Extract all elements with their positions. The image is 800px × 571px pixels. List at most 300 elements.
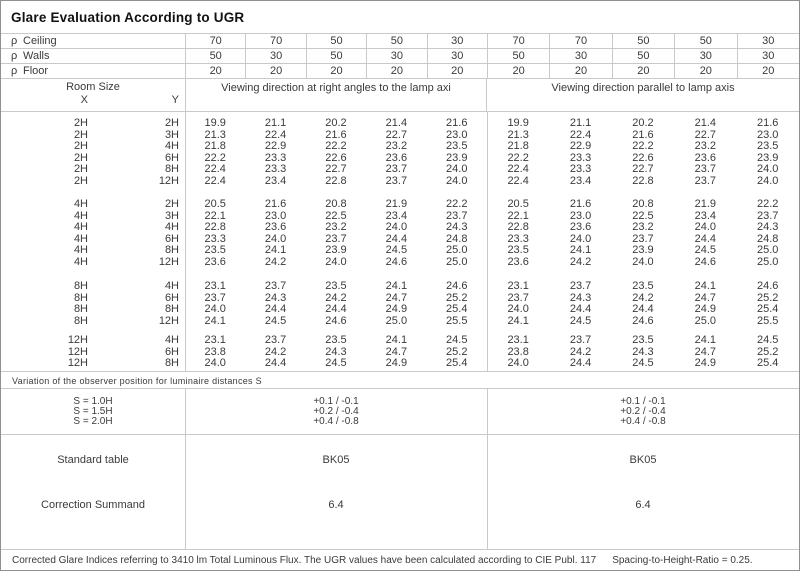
ugr-value: 24.2 — [325, 291, 347, 304]
reflectance-value: 50 — [612, 49, 674, 63]
ugr-value: 21.8 — [507, 140, 529, 152]
ugr-value: 24.5 — [757, 334, 779, 346]
reflectance-surface: Floor — [23, 64, 49, 77]
ugr-value: 23.2 — [325, 221, 347, 233]
reflectance-value: 20 — [549, 64, 611, 78]
room-y-value: 4H — [164, 280, 179, 292]
footer-note-row — [1, 550, 799, 570]
room-x-value: 12H — [67, 334, 88, 346]
ugr-value: 21.6 — [569, 198, 592, 210]
ugr-value: 21.4 — [694, 117, 717, 129]
ugr-value: 23.3 — [264, 151, 287, 164]
ugr-value: 24.6 — [694, 255, 717, 268]
ugr-value: 23.5 — [446, 140, 468, 152]
ugr-value: 24.9 — [694, 303, 717, 315]
room-x-value: 8H — [73, 314, 88, 327]
reflectance-value: 20 — [487, 64, 549, 78]
reflectance-value: 70 — [185, 34, 245, 48]
ugr-value: 23.8 — [507, 345, 529, 358]
ugr-value: 25.4 — [446, 303, 468, 315]
ugr-value: 23.3 — [569, 163, 592, 175]
ugr-value: 23.3 — [204, 232, 226, 245]
ugr-value: 23.5 — [204, 244, 226, 256]
ugr-value: 22.1 — [507, 209, 529, 222]
ugr-value: 20.5 — [204, 198, 226, 210]
reflectance-row-ceiling — [1, 34, 799, 49]
ugr-value: 23.7 — [569, 280, 592, 292]
ugr-value: 25.0 — [757, 244, 779, 256]
ugr-value: 23.3 — [569, 151, 592, 164]
ugr-value: 25.0 — [385, 314, 408, 327]
column-divider — [487, 389, 488, 434]
ugr-value: 21.1 — [569, 117, 592, 129]
ugr-value: 24.5 — [694, 244, 717, 256]
ugr-value: 24.1 — [385, 280, 408, 292]
ugr-value: 24.6 — [325, 314, 347, 327]
ugr-value: 24.0 — [446, 163, 468, 175]
room-x-value: 2H — [73, 163, 88, 175]
ugr-value: 21.6 — [632, 128, 654, 141]
ugr-value: 24.0 — [757, 174, 779, 187]
ugr-value: 23.8 — [204, 345, 226, 358]
ugr-value: 23.5 — [325, 334, 347, 346]
ugr-value: 22.8 — [507, 221, 529, 233]
ugr-value: 24.8 — [446, 232, 468, 245]
s-variation-value-left: +0.2 / -0.4 — [313, 406, 359, 417]
ugr-value: 21.1 — [264, 117, 287, 129]
room-y-value: 8H — [164, 244, 179, 256]
reflectance-value: 50 — [487, 49, 549, 63]
ugr-value: 24.1 — [264, 244, 287, 256]
ugr-data-blocks — [1, 118, 799, 370]
rho-symbol: ρ — [11, 64, 18, 77]
room-y-value: 8H — [164, 163, 179, 175]
ugr-value: 24.1 — [694, 334, 717, 346]
ugr-value: 23.4 — [385, 209, 408, 222]
ugr-value: 22.4 — [507, 174, 529, 187]
ugr-value: 22.5 — [325, 209, 347, 222]
ugr-value: 24.5 — [446, 334, 468, 346]
ugr-value: 21.6 — [757, 117, 779, 129]
observer-distance-row — [1, 407, 799, 417]
ugr-value: 24.2 — [632, 291, 654, 304]
ugr-value: 22.8 — [632, 174, 654, 187]
ugr-table-row — [1, 164, 799, 176]
ugr-value: 24.1 — [204, 314, 226, 327]
ugr-value: 24.0 — [204, 357, 226, 369]
reflectance-value: 70 — [549, 34, 611, 48]
reflectance-value: 50 — [306, 49, 366, 63]
room-x-value: 8H — [73, 291, 88, 304]
column-divider — [487, 435, 488, 549]
ugr-value: 21.8 — [204, 140, 226, 152]
ugr-value: 23.5 — [325, 280, 347, 292]
room-x-value: 2H — [73, 140, 88, 152]
ugr-value: 23.5 — [632, 280, 654, 292]
room-x-value: 2H — [73, 128, 88, 141]
s-variation-value-right: +0.2 / -0.4 — [620, 406, 666, 417]
ugr-value: 24.3 — [325, 345, 347, 358]
s-rows — [1, 397, 799, 427]
ugr-table-row — [1, 199, 799, 211]
ugr-value: 22.4 — [204, 163, 226, 175]
room-x-value: 8H — [73, 303, 88, 315]
room-y-value: 4H — [164, 140, 179, 152]
s-distance-label: S = 1.0H — [73, 396, 113, 407]
ugr-table-row — [1, 281, 799, 293]
correction-summand-value-left: 6.4 — [328, 499, 344, 511]
ugr-value: 23.9 — [325, 244, 347, 256]
ugr-value: 23.6 — [507, 255, 529, 268]
ugr-value: 23.1 — [204, 334, 226, 346]
room-x-value: 4H — [73, 255, 88, 268]
ugr-value: 23.7 — [264, 334, 287, 346]
variation-note: Variation of the observer position for luminaire distances S — [1, 372, 799, 389]
room-y-value: 6H — [164, 291, 179, 304]
ugr-value: 23.7 — [264, 280, 287, 292]
ugr-value: 24.5 — [569, 314, 592, 327]
ugr-value: 24.0 — [385, 221, 408, 233]
reflectance-value: 70 — [487, 34, 549, 48]
ugr-value: 23.7 — [569, 334, 592, 346]
reflectance-value: 50 — [612, 34, 674, 48]
ugr-value: 25.4 — [446, 357, 468, 369]
room-x-value: 8H — [73, 280, 88, 292]
ugr-value: 25.2 — [446, 291, 468, 304]
ugr-value: 22.4 — [264, 128, 287, 141]
ugr-value: 24.6 — [385, 255, 408, 268]
ugr-value: 23.9 — [757, 151, 779, 164]
ugr-value: 24.0 — [204, 303, 226, 315]
ugr-value: 23.7 — [204, 291, 226, 304]
room-x-value: 2H — [73, 174, 88, 187]
reflectance-value: 20 — [674, 64, 736, 78]
ugr-value: 24.1 — [569, 244, 592, 256]
room-x-value: 4H — [73, 244, 88, 256]
reflectance-surface: Ceiling — [23, 34, 57, 47]
ugr-value: 23.4 — [264, 174, 287, 187]
ugr-value: 24.6 — [757, 280, 779, 292]
ugr-value: 24.4 — [264, 357, 287, 369]
room-y-value: 8H — [164, 357, 179, 369]
reflectance-value: 30 — [674, 49, 736, 63]
column-divider — [185, 112, 186, 371]
ugr-value: 20.5 — [507, 198, 529, 210]
room-y-value: 12H — [158, 255, 179, 268]
ugr-value: 25.0 — [446, 244, 468, 256]
ugr-value: 22.8 — [325, 174, 347, 187]
ugr-value: 24.0 — [446, 174, 468, 187]
ugr-value: 23.1 — [507, 334, 529, 346]
table-header — [1, 79, 799, 112]
ugr-value: 24.0 — [569, 232, 592, 245]
ugr-value: 23.5 — [507, 244, 529, 256]
ugr-value: 23.5 — [757, 140, 779, 152]
ugr-value: 25.0 — [757, 255, 779, 268]
ugr-value: 22.8 — [204, 221, 226, 233]
column-divider — [185, 435, 186, 549]
ugr-value: 22.6 — [325, 151, 347, 164]
room-x-value: 2H — [73, 117, 88, 129]
ugr-value: 23.0 — [757, 128, 779, 141]
ugr-value: 22.5 — [632, 209, 654, 222]
reflectance-value: 50 — [366, 34, 426, 48]
observer-distance-row — [1, 397, 799, 407]
ugr-value: 23.0 — [569, 209, 592, 222]
ugr-value: 25.4 — [757, 357, 779, 369]
ugr-value: 23.2 — [632, 221, 654, 233]
ugr-table-row — [1, 245, 799, 257]
reflectance-value: 30 — [737, 34, 799, 48]
ugr-value: 25.2 — [757, 345, 779, 358]
room-x-value: 4H — [73, 198, 88, 210]
ugr-value: 24.9 — [694, 357, 717, 369]
ugr-value: 24.4 — [569, 357, 592, 369]
ugr-value: 24.0 — [325, 255, 347, 268]
room-x-value: 12H — [67, 357, 88, 369]
ugr-value: 22.7 — [325, 163, 347, 175]
ugr-value: 23.7 — [325, 232, 347, 245]
room-size-block — [1, 281, 799, 327]
ugr-value: 22.2 — [446, 198, 468, 210]
ugr-value: 24.5 — [632, 357, 654, 369]
room-y-value: 6H — [164, 345, 179, 358]
ugr-value: 24.0 — [694, 221, 717, 233]
observer-variation-section — [1, 389, 799, 435]
ugr-data-section — [1, 112, 799, 372]
standard-table-value-right: BK05 — [629, 454, 657, 466]
ugr-table-row — [1, 176, 799, 188]
ugr-value: 24.0 — [264, 232, 287, 245]
rho-symbol: ρ — [11, 34, 18, 47]
reflectance-value: 20 — [427, 64, 487, 78]
reflectance-table — [1, 34, 799, 79]
ugr-value: 23.6 — [264, 221, 287, 233]
ugr-value: 24.3 — [757, 221, 779, 233]
reflectance-value: 30 — [245, 49, 305, 63]
standard-table-label: Standard table — [57, 454, 129, 466]
ugr-value: 24.4 — [569, 303, 592, 315]
reflectance-surface: Walls — [23, 49, 50, 62]
page-title: Glare Evaluation According to UGR — [11, 10, 245, 25]
ugr-value: 24.1 — [385, 334, 408, 346]
ugr-value: 22.7 — [632, 163, 654, 175]
s-distance-label: S = 1.5H — [73, 406, 113, 417]
ugr-value: 23.4 — [569, 174, 592, 187]
ugr-value: 25.5 — [446, 314, 468, 327]
ugr-value: 21.3 — [204, 128, 226, 141]
reflectance-row-walls — [1, 49, 799, 64]
ugr-value: 24.6 — [632, 314, 654, 327]
footer-note: Corrected Glare Indices referring to 3410 lm Total Luminous Flux. The UGR values have been calculated according to CIE Publ. 117 — [12, 555, 597, 566]
ugr-value: 24.1 — [507, 314, 529, 327]
ugr-value: 24.4 — [385, 232, 408, 245]
room-size-block — [1, 199, 799, 268]
ugr-value: 19.9 — [507, 117, 529, 129]
ugr-value: 24.4 — [632, 303, 654, 315]
standard-table-value-left: BK05 — [322, 454, 350, 466]
ugr-value: 24.4 — [694, 232, 717, 245]
s-variation-value-left: +0.1 / -0.1 — [313, 396, 359, 407]
ugr-value: 25.2 — [757, 291, 779, 304]
ugr-value: 23.7 — [446, 209, 468, 222]
ugr-value: 24.2 — [569, 255, 592, 268]
room-y-value: 12H — [158, 314, 179, 327]
reflectance-value: 20 — [185, 64, 245, 78]
ugr-value: 24.0 — [632, 255, 654, 268]
ugr-value: 24.9 — [385, 303, 408, 315]
ugr-value: 24.3 — [569, 291, 592, 304]
section-header-right-angles: Viewing direction at right angles to the lamp axi — [185, 79, 487, 111]
observer-distance-row — [1, 417, 799, 427]
ugr-table-row — [1, 304, 799, 316]
room-y-value: 12H — [158, 174, 179, 187]
ugr-value: 25.5 — [757, 314, 779, 327]
ugr-value: 24.6 — [446, 280, 468, 292]
reflectance-value: 20 — [737, 64, 799, 78]
s-variation-value-left: +0.4 / -0.8 — [313, 416, 359, 427]
ugr-value: 23.0 — [446, 128, 468, 141]
ugr-value: 23.6 — [694, 151, 717, 164]
ugr-value: 19.9 — [204, 117, 226, 129]
ugr-value: 24.4 — [325, 303, 347, 315]
ugr-value: 20.8 — [632, 198, 654, 210]
reflectance-value: 50 — [674, 34, 736, 48]
ugr-value: 23.7 — [385, 163, 408, 175]
ugr-value: 21.6 — [264, 198, 287, 210]
ugr-value: 21.6 — [446, 117, 468, 129]
ugr-value: 23.7 — [385, 174, 408, 187]
reflectance-value: 50 — [306, 34, 366, 48]
room-y-value: 2H — [164, 117, 179, 129]
ugr-table-row — [1, 257, 799, 269]
summary-section — [1, 435, 799, 550]
reflectance-value: 20 — [245, 64, 305, 78]
ugr-value: 22.2 — [325, 140, 347, 152]
ugr-value: 23.2 — [385, 140, 408, 152]
ugr-value: 23.9 — [632, 244, 654, 256]
ugr-value: 25.2 — [446, 345, 468, 358]
ugr-value: 23.1 — [204, 280, 226, 292]
room-y-value: 3H — [164, 128, 179, 141]
ugr-value: 24.2 — [264, 345, 287, 358]
ugr-value: 24.3 — [264, 291, 287, 304]
ugr-value: 23.7 — [694, 174, 717, 187]
ugr-value: 24.0 — [507, 357, 529, 369]
title-row — [1, 1, 799, 34]
ugr-value: 20.8 — [325, 198, 347, 210]
ugr-value: 25.4 — [757, 303, 779, 315]
ugr-value: 21.6 — [325, 128, 347, 141]
ugr-value: 22.2 — [632, 140, 654, 152]
ugr-value: 24.4 — [264, 303, 287, 315]
ugr-value: 23.6 — [385, 151, 408, 164]
ugr-value: 20.2 — [632, 117, 654, 129]
reflectance-label — [1, 34, 185, 48]
ugr-value: 23.3 — [264, 163, 287, 175]
ugr-value: 23.6 — [569, 221, 592, 233]
ugr-value: 23.5 — [632, 334, 654, 346]
room-y-value: 4H — [164, 221, 179, 233]
room-x-value: 4H — [73, 232, 88, 245]
ugr-value: 24.2 — [569, 345, 592, 358]
ugr-value: 23.6 — [204, 255, 226, 268]
ugr-value: 22.4 — [204, 174, 226, 187]
s-distance-label: S = 2.0H — [73, 416, 113, 427]
reflectance-label — [1, 64, 185, 78]
ugr-value: 23.7 — [507, 291, 529, 304]
section-header-parallel: Viewing direction parallel to lamp axis — [551, 82, 735, 94]
room-x-value: 4H — [73, 221, 88, 233]
ugr-value: 23.9 — [446, 151, 468, 164]
room-size-block — [1, 335, 799, 370]
reflectance-value: 30 — [549, 49, 611, 63]
s-variation-value-right: +0.1 / -0.1 — [620, 396, 666, 407]
reflectance-row-floor — [1, 64, 799, 79]
ugr-table-row — [1, 358, 799, 370]
ugr-value: 25.0 — [446, 255, 468, 268]
ugr-value: 24.5 — [325, 357, 347, 369]
ugr-value: 24.3 — [446, 221, 468, 233]
ugr-value: 24.7 — [694, 291, 717, 304]
ugr-value: 23.0 — [264, 209, 287, 222]
ugr-value: 23.2 — [694, 140, 717, 152]
ugr-table-row — [1, 141, 799, 153]
ugr-value: 22.2 — [757, 198, 779, 210]
ugr-value: 24.2 — [264, 255, 287, 268]
ugr-value: 22.4 — [507, 163, 529, 175]
room-size-label: Room Size — [66, 81, 120, 93]
reflectance-label — [1, 49, 185, 63]
room-x-value: 12H — [67, 345, 88, 358]
ugr-table-row — [1, 316, 799, 328]
room-x-value: 2H — [73, 151, 88, 164]
ugr-value: 23.1 — [507, 280, 529, 292]
ugr-value: 24.7 — [385, 345, 408, 358]
room-y-value: 6H — [164, 232, 179, 245]
ugr-value: 23.7 — [694, 163, 717, 175]
reflectance-value: 30 — [427, 34, 487, 48]
reflectance-value: 30 — [737, 49, 799, 63]
ugr-value: 24.0 — [757, 163, 779, 175]
ugr-value: 22.7 — [385, 128, 408, 141]
reflectance-value: 20 — [366, 64, 426, 78]
room-size-block — [1, 118, 799, 187]
ugr-value: 21.3 — [507, 128, 529, 141]
correction-summand-value-right: 6.4 — [635, 499, 651, 511]
reflectance-value: 30 — [427, 49, 487, 63]
ugr-value: 22.9 — [569, 140, 592, 152]
ugr-value: 22.4 — [569, 128, 592, 141]
ugr-value: 22.1 — [204, 209, 226, 222]
column-divider — [185, 389, 186, 434]
ugr-value: 20.2 — [325, 117, 347, 129]
ugr-value: 24.5 — [264, 314, 287, 327]
reflectance-value: 20 — [306, 64, 366, 78]
reflectance-value: 20 — [612, 64, 674, 78]
room-y-value: 6H — [164, 151, 179, 164]
room-y-value: 3H — [164, 209, 179, 222]
ugr-value: 24.7 — [694, 345, 717, 358]
ugr-value: 23.7 — [632, 232, 654, 245]
ugr-value: 24.3 — [632, 345, 654, 358]
ugr-value: 23.7 — [757, 209, 779, 222]
room-y-value: 8H — [164, 303, 179, 315]
ugr-table-row — [1, 222, 799, 234]
ugr-value: 24.9 — [385, 357, 408, 369]
reflectance-value: 70 — [245, 34, 305, 48]
room-y-value: 4H — [164, 334, 179, 346]
